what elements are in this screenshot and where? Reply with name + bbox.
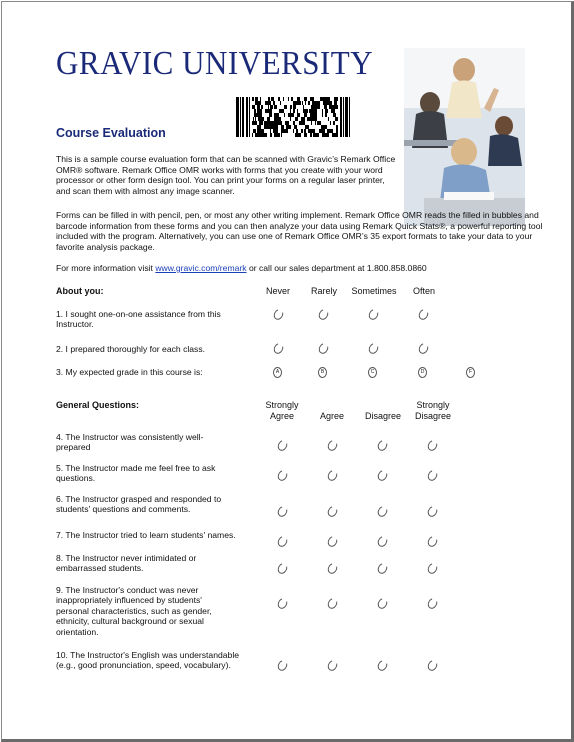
question-2: 2. I prepared thoroughly for each class. xyxy=(56,344,206,354)
col-never: Never xyxy=(265,286,290,296)
col-disagree: Disagree xyxy=(364,411,402,421)
gravic-link[interactable]: www.gravic.com/remark xyxy=(155,263,247,273)
form-title: Course Evaluation xyxy=(56,126,166,140)
grade-bubble-f[interactable]: F xyxy=(466,367,475,378)
classroom-photo xyxy=(404,48,525,226)
intro-paragraph-1: This is a sample course evaluation form that can be scanned with Gravic’s Remark Office OMR® software. Remark Office OMR works with forms that you create with your word processor or other form design tool. You can print your forms on a regular laser printer, and scan them with almost any image scanner. xyxy=(56,154,396,196)
grade-bubble-d[interactable]: D xyxy=(418,367,427,378)
col-often: Often xyxy=(412,286,435,296)
col-sometimes: Sometimes xyxy=(351,286,397,296)
col-agree: Agree xyxy=(319,411,345,421)
intro-paragraph-3 xyxy=(56,263,536,274)
question-6: 6. The Instructor grasped and responded to students' questions and comments. xyxy=(56,494,222,515)
grade-bubble-b[interactable]: B xyxy=(318,367,327,378)
about-you-heading: About you: xyxy=(56,286,104,296)
question-10: 10. The Instructor's English was understandable (e.g., good pronunciation, speed, vocabulary). xyxy=(56,650,240,671)
col-rarely: Rarely xyxy=(310,286,337,296)
question-1: 1. I sought one-on-one assistance from this Instructor. xyxy=(56,309,221,330)
question-9: 9. The Instructor's conduct was never inappropriately influenced by students' personal characteristics, such as gender, ethnicity, cultural background or sexual orientation. xyxy=(56,585,212,637)
general-questions-heading: General Questions: xyxy=(56,400,140,410)
grade-bubble-c[interactable]: C xyxy=(368,367,377,378)
question-5: 5. The Instructor made me feel free to ask questions. xyxy=(56,463,216,484)
question-7: 7. The Instructor tried to learn students' names. xyxy=(56,530,236,540)
university-title: GRAVIC UNIVERSITY xyxy=(56,44,374,82)
contact-text-before: For more information visit xyxy=(56,263,156,273)
question-8: 8. The Instructor never intimidated or embarrassed students. xyxy=(56,553,197,574)
contact-text-after: or call our sales department at 1.800.858.0860 xyxy=(246,263,427,273)
question-4: 4. The Instructor was consistently well-prepared xyxy=(56,432,204,453)
col-strongly-agree: Strongly Agree xyxy=(265,400,299,421)
grade-bubble-a[interactable]: A xyxy=(273,367,282,378)
col-strongly-disagree: Strongly Disagree xyxy=(414,400,452,421)
question-3: 3. My expected grade in this course is: xyxy=(56,367,203,377)
pdf417-barcode xyxy=(236,97,350,137)
intro-paragraph-2: Forms can be filled in with pencil, pen, or most any other writing implement. Remark Office OMR reads the filled in bubbles and barcode information from these forms and you can then analyze your data using Remark Quick Stats®, a powerful reporting tool included with the program. Alternatively, you can use one of Remark Office OMR’s 35 export formats to take your data to your favorite analysis package. xyxy=(56,210,543,252)
